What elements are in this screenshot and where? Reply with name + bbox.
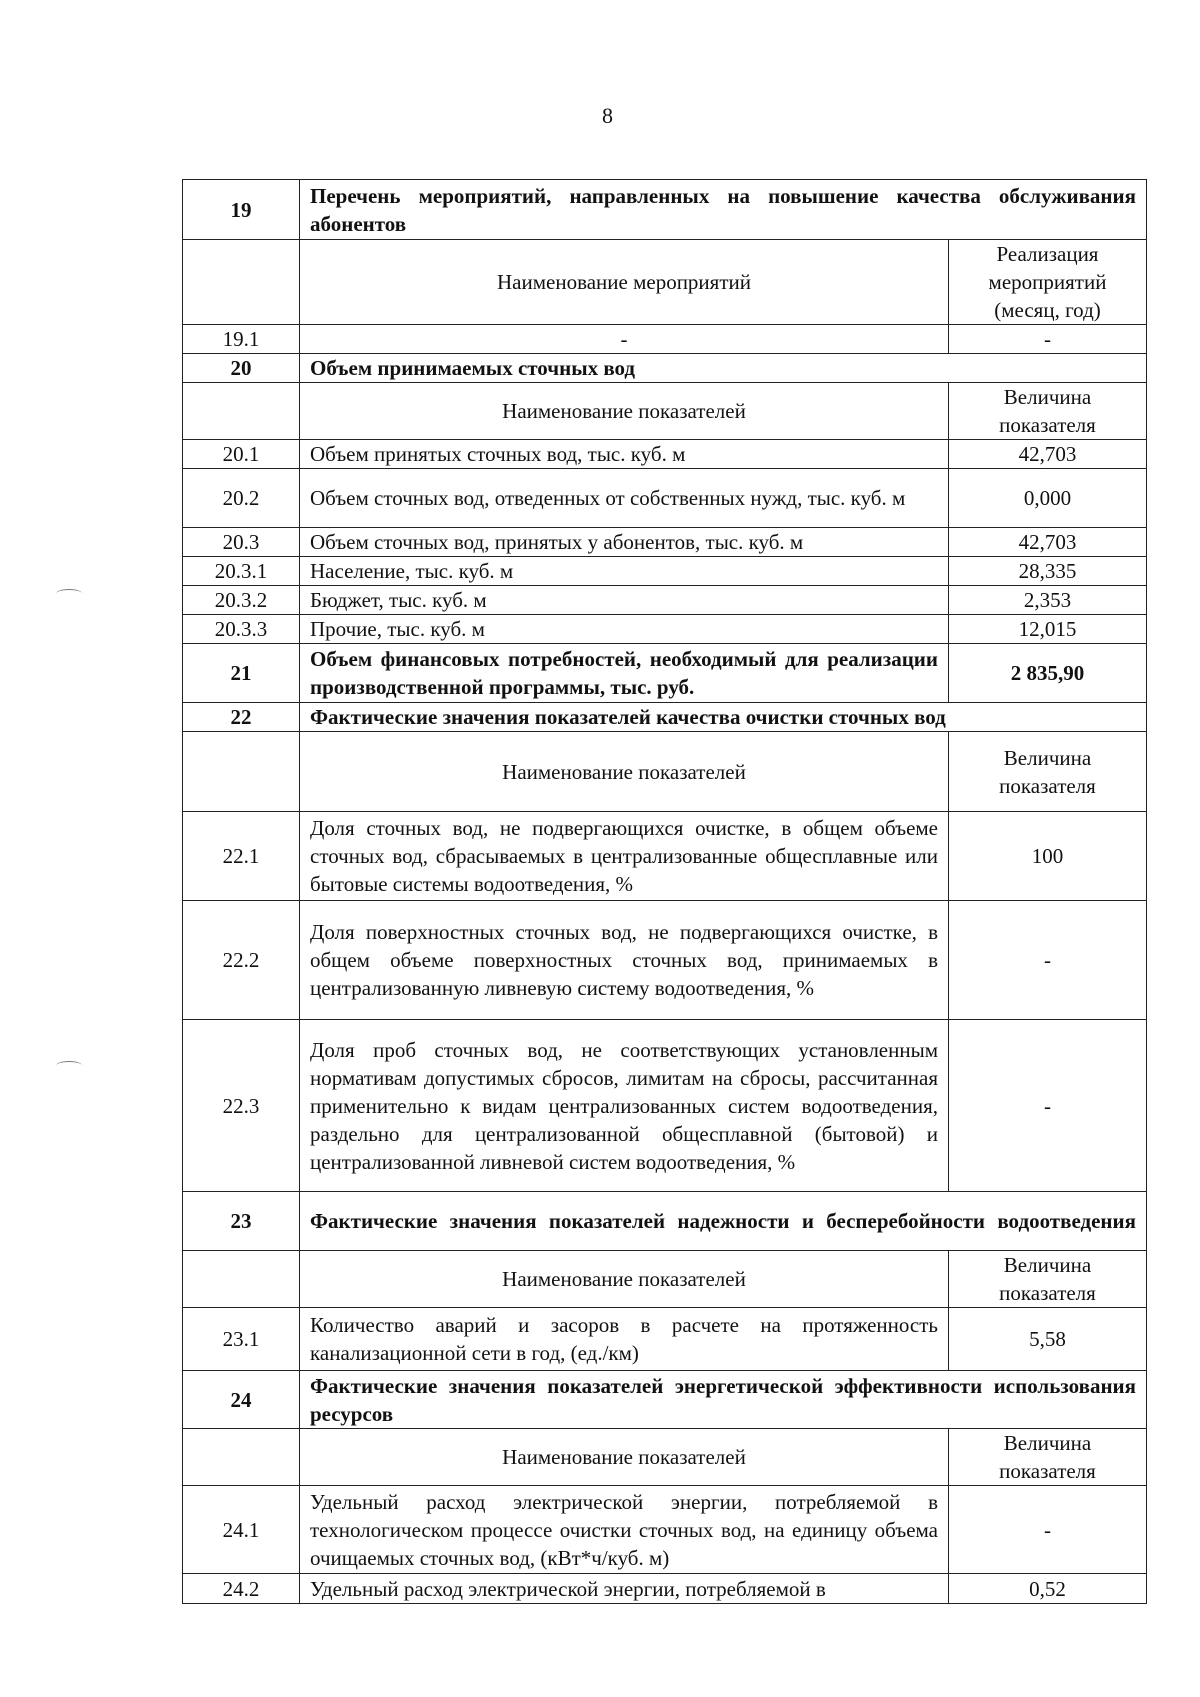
row-value: - — [949, 325, 1147, 354]
section-header-row — [183, 1371, 1147, 1429]
row-number: 20.3.2 — [183, 586, 300, 615]
row-number: 22.2 — [183, 901, 300, 1020]
section-header-row — [183, 180, 1147, 240]
section-number: 22 — [183, 703, 300, 732]
row-number: 20.2 — [183, 469, 300, 528]
row-value: 5,58 — [949, 1308, 1147, 1371]
empty-cell — [183, 732, 300, 812]
row-name: Доля поверхностных сточных вод, не подвергающихся очистке, в общем объеме поверхностных сточных вод, принимаемых в централизованную ливневую систему водоотведения, % — [300, 901, 949, 1020]
section-title: Перечень мероприятий, направленных на повышение качества обслуживания абонентов — [300, 180, 1147, 240]
row-value: - — [949, 1020, 1147, 1192]
section-title: Фактические значения показателей надежности и бесперебойности водоотведения — [300, 1192, 1147, 1251]
column-header-value: Величина показателя — [949, 1251, 1147, 1308]
column-header-value: Реализация мероприятий (месяц, год) — [949, 240, 1147, 325]
table-row — [183, 557, 1147, 586]
row-value: 0,52 — [949, 1574, 1147, 1604]
section-title: Объем принимаемых сточных вод — [300, 354, 1147, 383]
table-row — [183, 1574, 1147, 1604]
section-title: Фактические значения показателей качества очистки сточных вод — [300, 703, 1147, 732]
section-header-row — [183, 703, 1147, 732]
row-name: Доля сточных вод, не подвергающихся очистке, в общем объеме сточных вод, сбрасываемых в централизованные общесплавные или бытовые системы водоотведения, % — [300, 812, 949, 901]
row-value: 12,015 — [949, 615, 1147, 644]
section-number: 23 — [183, 1192, 300, 1251]
column-header-row — [183, 1429, 1147, 1486]
column-header-row — [183, 240, 1147, 325]
section-value: 2 835,90 — [949, 644, 1147, 703]
row-value: 42,703 — [949, 440, 1147, 469]
row-name: Количество аварий и засоров в расчете на протяженность канализационной сети в год, (ед./км) — [300, 1308, 949, 1371]
row-number: 20.3 — [183, 528, 300, 557]
row-name: Население, тыс. куб. м — [300, 557, 949, 586]
indicators-table — [182, 179, 1147, 1604]
row-name: Объем сточных вод, принятых у абонентов, тыс. куб. м — [300, 528, 949, 557]
empty-cell — [183, 1429, 300, 1486]
row-value: 0,000 — [949, 469, 1147, 528]
row-number: 20.3.3 — [183, 615, 300, 644]
section-number: 20 — [183, 354, 300, 383]
row-value: 2,353 — [949, 586, 1147, 615]
row-value: - — [949, 901, 1147, 1020]
row-name: Прочие, тыс. куб. м — [300, 615, 949, 644]
section-title: Фактические значения показателей энергетической эффективности использования ресурсов — [300, 1371, 1147, 1429]
row-number: 20.3.1 — [183, 557, 300, 586]
section-header-row — [183, 644, 1147, 703]
row-number: 24.1 — [183, 1486, 300, 1574]
column-header-value: Величина показателя — [949, 1429, 1147, 1486]
column-header-name: Наименование показателей — [300, 1251, 949, 1308]
row-name: - — [300, 325, 949, 354]
row-value: 42,703 — [949, 528, 1147, 557]
row-name: Бюджет, тыс. куб. м — [300, 586, 949, 615]
row-name: Удельный расход электрической энергии, потребляемой в технологическом процессе очистки сточных вод, на единицу объема очищаемых сточных вод, (кВт*ч/куб. м) — [300, 1486, 949, 1574]
row-name: Объем принятых сточных вод, тыс. куб. м — [300, 440, 949, 469]
table-row — [183, 586, 1147, 615]
column-header-row — [183, 1251, 1147, 1308]
row-name: Удельный расход электрической энергии, потребляемой в — [300, 1574, 949, 1604]
empty-cell — [183, 240, 300, 325]
row-number: 23.1 — [183, 1308, 300, 1371]
row-name: Объем сточных вод, отведенных от собственных нужд, тыс. куб. м — [300, 469, 949, 528]
row-value: 100 — [949, 812, 1147, 901]
column-header-row — [183, 732, 1147, 812]
scan-artifact — [56, 1061, 82, 1070]
table-row — [183, 325, 1147, 354]
row-name: Доля проб сточных вод, не соответствующих установленным нормативам допустимых сбросов, лимитам на сбросы, рассчитанная применительно к видам централизованных систем водоотведения, раздельно для централизованной общесплавной (бытовой) и централизованной ливневой систем водоотведения, % — [300, 1020, 949, 1192]
empty-cell — [183, 1251, 300, 1308]
table-row — [183, 469, 1147, 528]
column-header-value: Величина показателя — [949, 732, 1147, 812]
section-number: 21 — [183, 644, 300, 703]
table-row — [183, 1486, 1147, 1574]
column-header-value: Величина показателя — [949, 383, 1147, 440]
table-row — [183, 528, 1147, 557]
table-row — [183, 440, 1147, 469]
empty-cell — [183, 383, 300, 440]
table-row — [183, 1020, 1147, 1192]
table-row — [183, 615, 1147, 644]
table-row — [183, 812, 1147, 901]
row-number: 22.1 — [183, 812, 300, 901]
row-number: 20.1 — [183, 440, 300, 469]
section-number: 19 — [183, 180, 300, 240]
section-title: Объем финансовых потребностей, необходимый для реализации производственной программы, тыс. руб. — [300, 644, 949, 703]
table-row — [183, 901, 1147, 1020]
column-header-row — [183, 383, 1147, 440]
row-value: 28,335 — [949, 557, 1147, 586]
page-number: 8 — [602, 103, 613, 128]
column-header-name: Наименование мероприятий — [300, 240, 949, 325]
section-header-row — [183, 1192, 1147, 1251]
column-header-name: Наименование показателей — [300, 732, 949, 812]
column-header-name: Наименование показателей — [300, 383, 949, 440]
section-number: 24 — [183, 1371, 300, 1429]
row-value: - — [949, 1486, 1147, 1574]
table-row — [183, 1308, 1147, 1371]
scan-artifact — [56, 589, 82, 598]
row-number: 24.2 — [183, 1574, 300, 1604]
column-header-name: Наименование показателей — [300, 1429, 949, 1486]
row-number: 19.1 — [183, 325, 300, 354]
row-number: 22.3 — [183, 1020, 300, 1192]
section-header-row — [183, 354, 1147, 383]
